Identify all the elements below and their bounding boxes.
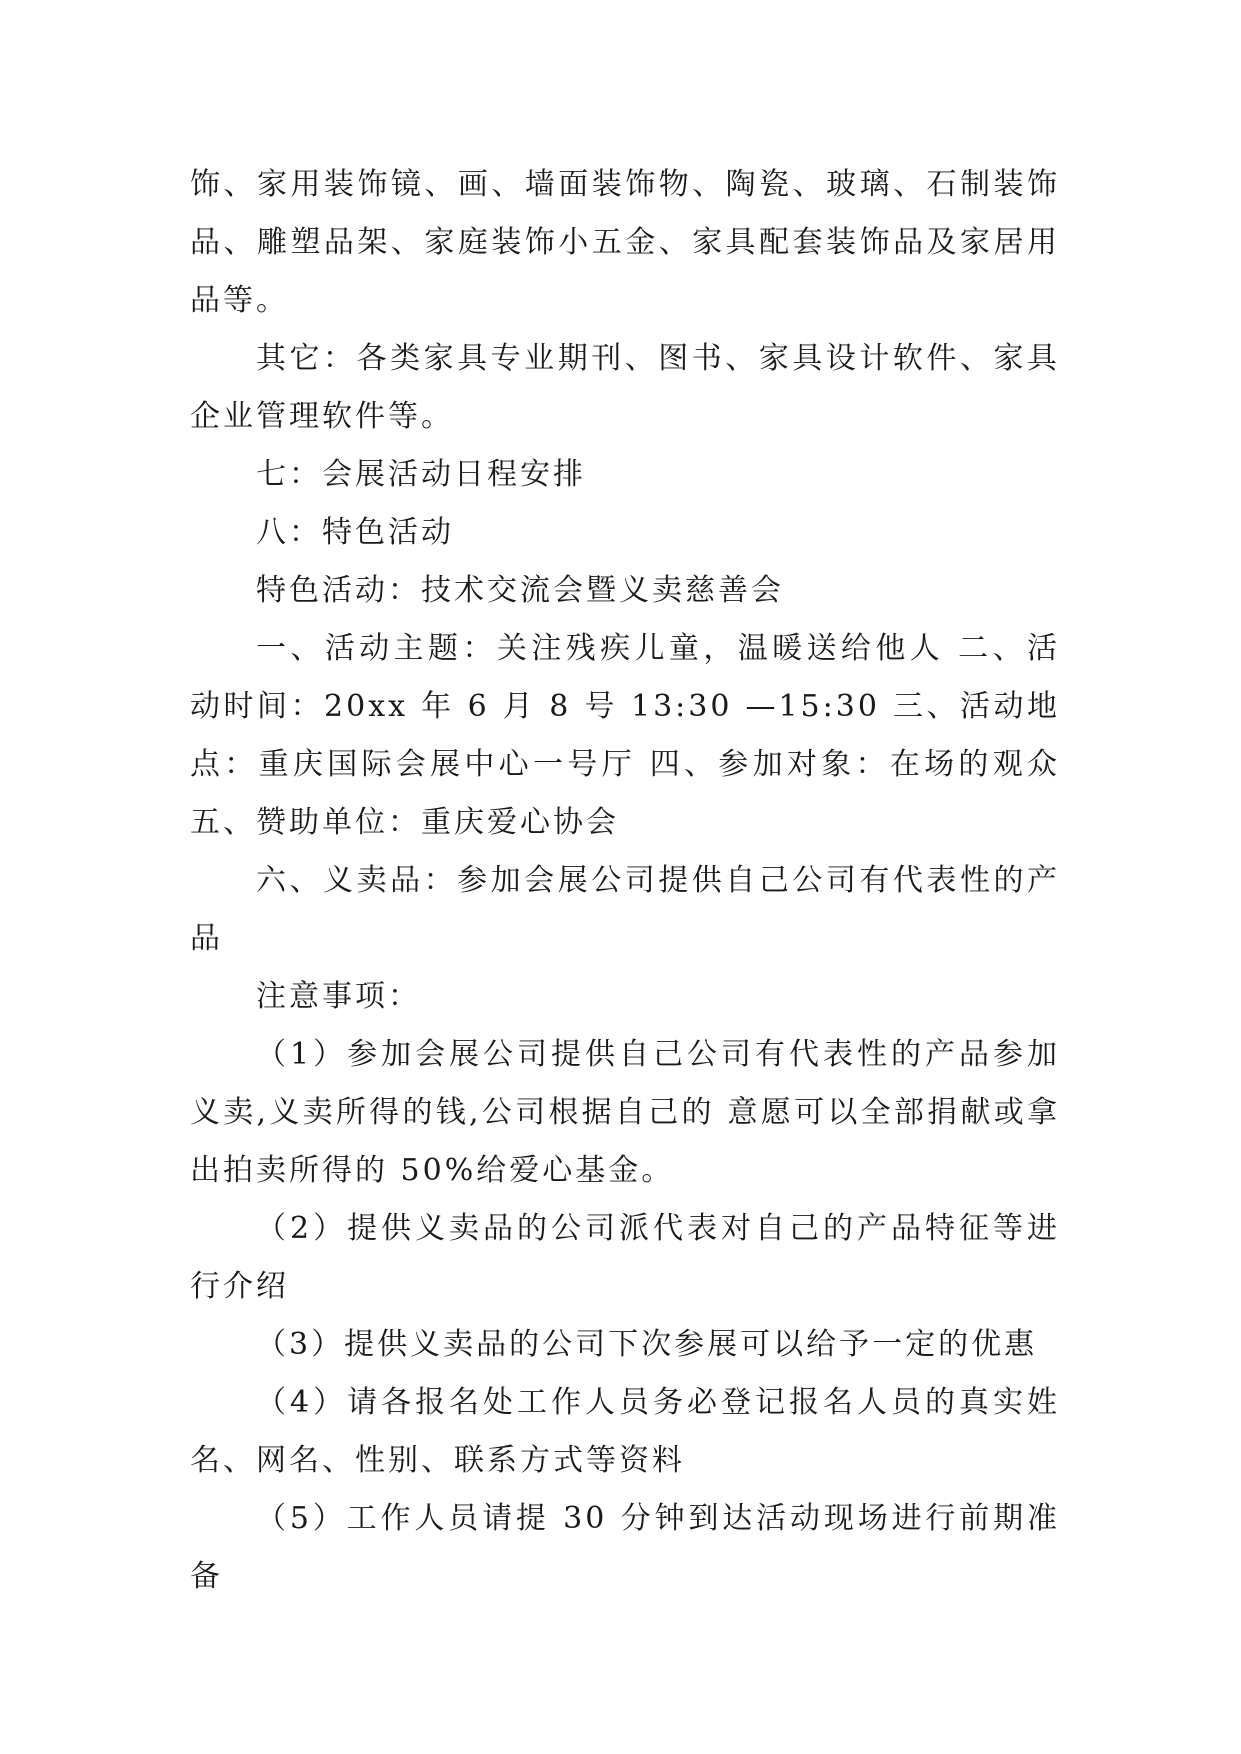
document-body bbox=[190, 156, 1060, 1606]
note-item-3: （3）提供义卖品的公司下次参展可以给予一定的优惠 bbox=[256, 1327, 1038, 1362]
note-item-2: （2）提供义卖品的公司派代表对自己的产品特征等进行介绍 bbox=[190, 1211, 1060, 1304]
paragraph-decor-items: 饰、家用装饰镜、画、墙面装饰物、陶瓷、玻璃、石制装饰品、雕塑品架、家庭装饰小五金、家具配套装饰品及家居用品等。 bbox=[190, 167, 1060, 318]
paragraph-special-activity-title: 特色活动：技术交流会暨义卖慈善会 bbox=[256, 573, 784, 608]
note-item-1: （1）参加会展公司提供自己公司有代表性的产品参加义卖,义卖所得的钱,公司根据自己的 意愿可以全部捐献或拿出拍卖所得的 50%给爱心基金。 bbox=[190, 1037, 1060, 1188]
heading-special-activity: 八：特色活动 bbox=[256, 515, 454, 550]
paragraph-activity-details: 一、活动主题：关注残疾儿童，温暖送给他人 二、活动时间：20xx 年 6 月 8 号 13:30 —15:30 三、活动地点：重庆国际会展中心一号厅 四、参加对象：在场的观众 五、赞助单位：重庆爱心协会 bbox=[190, 631, 1060, 840]
heading-notes: 注意事项： bbox=[256, 979, 421, 1014]
heading-schedule: 七：会展活动日程安排 bbox=[256, 457, 586, 492]
paragraph-charity-items: 六、义卖品：参加会展公司提供自己公司有代表性的产品 bbox=[190, 863, 1060, 956]
note-item-4: （4）请各报名处工作人员务必登记报名人员的真实姓名、网名、性别、联系方式等资料 bbox=[190, 1385, 1060, 1478]
paragraph-other-items: 其它：各类家具专业期刊、图书、家具设计软件、家具企业管理软件等。 bbox=[190, 341, 1060, 434]
note-item-5: （5）工作人员请提 30 分钟到达活动现场进行前期准备 bbox=[190, 1501, 1060, 1594]
